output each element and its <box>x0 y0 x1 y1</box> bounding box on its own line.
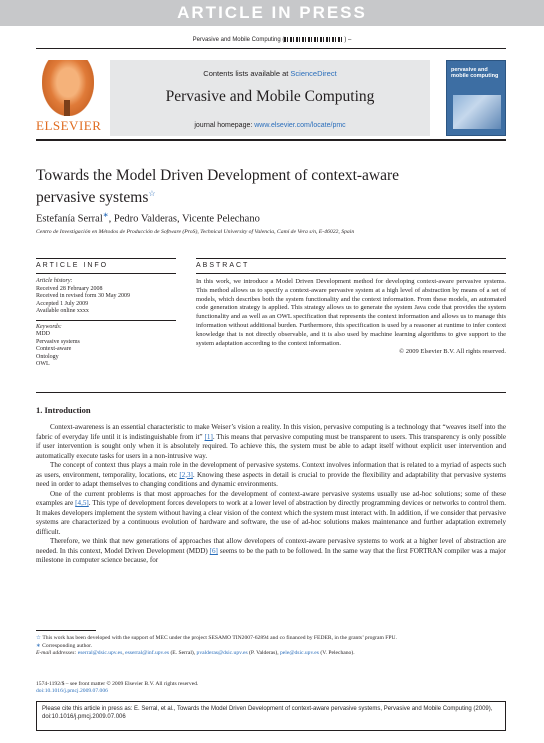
citation-link[interactable]: [2,3] <box>179 470 193 479</box>
homepage-prefix: journal homepage: <box>194 122 255 129</box>
affiliation: Centro de Investigación en Métodos de Producción de Software (ProS), Technical University of Valencia, Camí de Vera s/n, E-46022, Spain <box>36 229 355 235</box>
footnote-marker: ☆ <box>36 635 42 641</box>
footnotes <box>36 635 506 658</box>
sciencedirect-link[interactable]: ScienceDirect <box>290 69 337 78</box>
volume-placeholder-bar <box>284 37 344 42</box>
citation-link[interactable]: [1] <box>204 432 213 441</box>
text-run: One of the current problems is that most approaches for the development of context-aware pervasive systems usually use ad-hoc solutions; some of these examples are <box>36 489 506 507</box>
paper-title-text: Towards the Model Driven Development of context-aware pervasive systems <box>36 167 400 207</box>
article-info <box>36 278 176 369</box>
abstract-top-rule <box>196 258 506 259</box>
homepage-line <box>110 122 430 129</box>
paragraph <box>36 537 506 566</box>
keywords-label: Keywords: <box>36 323 62 330</box>
text-run: The concept of context thus plays a main role in the development of pervasive systems. Context involves information that is related to a myriad of aspects such as users, environment, temporality, locations, etc <box>36 461 506 479</box>
citation-text: Pervasive and Mobile Computing ( <box>192 37 285 44</box>
article-in-press-banner: ARTICLE IN PRESS <box>0 0 544 26</box>
contents-line <box>110 69 430 78</box>
front-matter-line: 1574-1192/$ – see front matter © 2009 Elsevier B.V. All rights reserved. <box>36 681 199 687</box>
citation-link[interactable]: [4,5] <box>75 499 89 507</box>
footnote-text: Corresponding author. <box>40 642 93 649</box>
email-link[interactable]: pele@dsic.upv.es <box>280 650 319 656</box>
history-item: Received 28 February 2008 <box>36 285 103 292</box>
paragraph <box>36 490 506 538</box>
history-item: Accepted 1 July 2009 <box>36 300 89 307</box>
text-run: seems to be the path to be followed. In the same way that the first FORTRAN compiler was a major milestone in computer science because, for <box>36 546 506 564</box>
abstract-body <box>196 278 506 357</box>
article-info-heading: ARTICLE INFO <box>36 262 109 269</box>
keyword: Context-aware <box>36 346 72 352</box>
keyword: Pervasive systems <box>36 338 80 345</box>
email-footnote <box>36 650 506 658</box>
citation-text-end: ) – <box>344 37 352 44</box>
funding-footnote <box>36 635 506 643</box>
paper-title <box>36 167 456 207</box>
author-serral: Estefanía Serral <box>36 213 103 225</box>
text-run: (P. Valderas), <box>247 650 280 656</box>
corresponding-footnote <box>36 643 506 651</box>
history-item: Received in revised form 30 May 2009 <box>36 293 130 299</box>
keywords-divider <box>36 320 176 321</box>
contents-prefix: Contents lists available at <box>203 69 291 78</box>
abstract-copyright: © 2009 Elsevier B.V. All rights reserved. <box>399 348 506 356</box>
corresponding-author-marker[interactable]: ∗ <box>102 211 109 219</box>
journal-cover-thumbnail[interactable] <box>446 60 506 136</box>
cover-image <box>453 95 501 129</box>
elsevier-logo[interactable] <box>36 60 102 133</box>
text-run: Therefore, we think that new generations of approaches that allow developers of context-aware pervasive systems to work at a higher level of abstraction are needed. In this context, Model Driven Development (MDD) <box>36 537 506 555</box>
doi-link[interactable]: doi:10.1016/j.pmcj.2009.07.006 <box>36 688 108 695</box>
info-sub-rule <box>36 273 176 274</box>
footnote-text: This work has been developed with the support of MEC under the project SESAMO TIN2007-62894 and co financed by FEDER, in the grants’ program FPU. <box>41 635 397 641</box>
text-run: , <box>122 650 126 656</box>
header-divider <box>36 48 506 49</box>
email-link[interactable]: esserral@inf.upv.es <box>125 650 170 656</box>
text-run: . This means that pervasive computing must be transparent to users. This transparency is only possible if user intervention is sought only when it is absolutely required. To achieve this, the system must be able to adapt itself without explicit user intervention and automatically execute tasks for users in a non-intrusive way. <box>36 432 506 460</box>
elsevier-wordmark: ELSEVIER <box>36 118 102 133</box>
tree-trunk <box>64 100 70 116</box>
cover-title: pervasive and mobile computing <box>451 67 499 79</box>
footnote-marker: ∗ <box>36 642 41 649</box>
info-top-rule <box>36 258 176 259</box>
introduction-body <box>36 423 506 566</box>
citation-link[interactable]: [6] <box>209 546 218 555</box>
keyword: MDD <box>36 331 51 337</box>
title-footnote-marker[interactable]: ☆ <box>148 189 156 198</box>
text-run: . Knowing these aspects in detail is crucial to provide the flexibility and adaptability that pervasive systems need in order to adapt themselves to changing conditions and dynamic environments. <box>36 470 506 488</box>
email-label: E-mail addresses: <box>36 650 78 656</box>
text-run: . This type of development forces developers to work at a lower level of abstraction by directly programming devices or networks to control them. It makes developers implement the system without having a clear vision of the context which the system must interact with. In addition, if we consider that pervasive systems are characterized by a continuous evolution of hardware and software, the use of ad-hoc solutions makes maintenance and further adaptation extremely difficult. <box>36 499 507 536</box>
email-link[interactable]: eserral@dsic.upv.es <box>77 650 123 656</box>
footnote-rule <box>36 630 96 631</box>
paragraph <box>36 423 506 461</box>
journal-masthead <box>110 60 430 136</box>
front-matter <box>36 681 198 696</box>
abstract-heading: ABSTRACT <box>196 262 250 269</box>
email-link[interactable]: pvalderas@dsic.upv.es <box>196 650 248 656</box>
text-run: Context-awareness is an essential characteristic to make Weiser’s vision a reality. In this vision, pervasive computing is a technology that “weaves itself into the fabric of everyday life until it is indistinguishable from it” <box>36 423 506 441</box>
masthead-divider <box>36 139 506 141</box>
citation-box: Please cite this article in press as: E. Serral, et al., Towards the Model Driven Development of context-aware pervasive systems, Pervasive and Mobile Computing (2009), doi:10.1016/j.pmcj.2009.07.006 <box>36 701 506 731</box>
author-list <box>36 211 260 225</box>
history-label: Article history: <box>36 278 73 284</box>
journal-title: Pervasive and Mobile Computing <box>165 88 375 105</box>
abstract-text: In this work, we introduce a Model Driven Development method for developing context-aware pervasive systems. This method allows us to specify a context-aware pervasive system at a high level of abstraction by means of a set of models, which describes both the system functionality and the context information. From these models, an automated code generation strategy is applied. This strategy allows us to generate the system Java code that provides the system functionality and as well as an OWL specification that represents the context information and allows us to manage this information without additional burden. Furthermore, this specification is used by a reasoner at runtime to infer context knowledge that is not directly observable, and it is also used by machine learning algorithms to give support to the system adaptation according to the context information. <box>196 278 506 347</box>
abstract-bottom-rule <box>36 392 506 393</box>
keyword: OWL <box>36 361 50 367</box>
journal-citation-line <box>0 37 544 43</box>
text-run: (V. Pelechano). <box>318 650 355 656</box>
author-others: , Pedro Valderas, Vicente Pelechano <box>108 213 260 225</box>
text-run: (E. Serral), <box>169 650 197 656</box>
abstract-sub-rule <box>196 273 506 274</box>
introduction-heading: 1. Introduction <box>36 405 91 415</box>
paragraph <box>36 461 506 490</box>
homepage-link[interactable]: www.elsevier.com/locate/pmc <box>254 122 346 129</box>
history-item: Available online xxxx <box>36 308 89 314</box>
keyword: Ontology <box>36 353 59 360</box>
